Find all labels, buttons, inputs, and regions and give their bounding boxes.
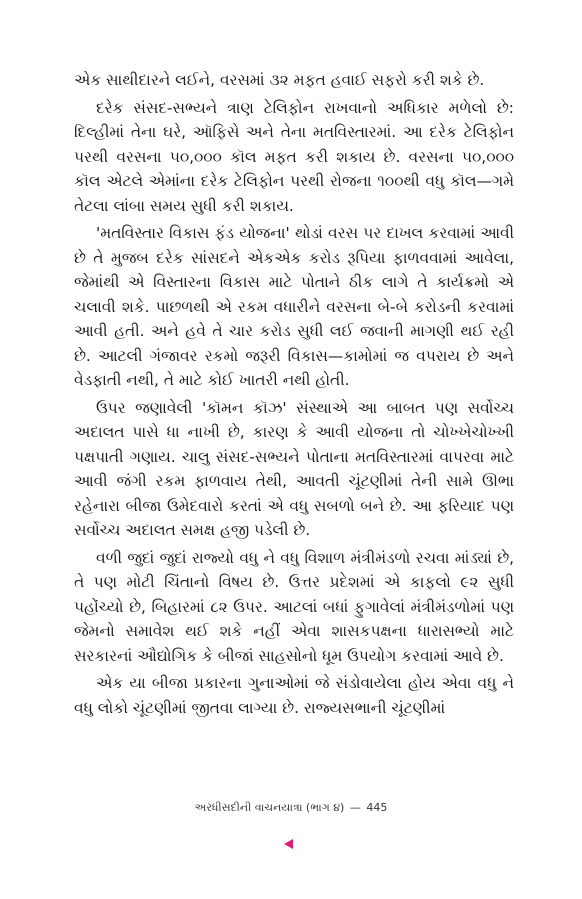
paragraph-5: વળી જુદાં જુદાં રાજ્યો વધુ ને વધુ વિશાળ મંત્રીમંડળો રચવા માંડ્યાં છે, તે પણ મોટી ચિંતાનો વિષય છે. ઉત્તર પ્રદેશમાં એ કાફલો ૯૨ સુધી પહોંચ્યો છે, બિહારમાં ૮૨ ઉપર. આટલાં બધાં ફુગાવેલાં મંત્રીમંડળોમાં પણ જેમનો સમાવેશ થઈ શકે નહીં એવા શાસકપક્ષના ધારાસભ્યો માટે સરકારનાં ઔદ્યોગિક કે બીજાં સાહસોનો ધૂમ ઉપયોગ કરવામાં આવે છે. <box>74 548 514 665</box>
paragraph-6: એક યા બીજા પ્રકારના ગુનાઓમાં જે સંડોવાયેલા હોય એવા વધુ ને વધુ લોકો ચૂંટણીમાં જીતવા લાગ્યા છે. રાજ્યસભાની ચૂંટણીમાં <box>74 674 514 717</box>
body-text <box>74 68 514 723</box>
paragraph-4: ઉપર જણાવેલી 'કૉમન કૉઝ' સંસ્થાએ આ બાબત પણ સર્વોચ્ચ અદાલત પાસે ધા નાખી છે, કારણ કે આવી યોજના તો ચોખ્ખેચોખ્ખી પક્ષપાતી ગણાય. ચાલુ સંસદ-સભ્યને પોતાના મતવિસ્તારમાં વાપરવા માટે આવી જંગી રકમ ફાળવાય તેથી, આવતી ચૂંટણીમાં તેની સામે ઊભા રહેનારા બીજા ઉમેદવારો કરતાં એ વધુ સબળો બને છે. આ ફરિયાદ પણ સર્વોચ્ચ અદાલત સમક્ષ હજી પડેલી છે. <box>74 398 514 539</box>
paragraph-3: 'મતવિસ્તાર વિકાસ ફંડ યોજના' થોડાં વરસ પર દાખલ કરવામાં આવી છે તે મુજબ દરેક સાંસદને એકએક કરોડ રૂપિયા ફાળવવામાં આવેલા, જેમાંથી એ વિસ્તારના વિકાસ માટે પોતાને ઠીક લાગે તે કાર્યક્રમો એ ચલાવી શકે. પાછળથી એ રકમ વધારીને વરસના બે-બે કરોડની કરવામાં આવી હતી. અને હવે તે ચાર કરોડ સુધી લઈ જવાની માગણી થઈ રહી છે. આટલી ગંજાવર રકમો જરૂરી વિકાસ—કામોમાં જ વપરાય છે અને વેડફાતી નથી, તે માટે કોઈ ખાતરી નથી હોતી. <box>74 224 514 389</box>
previous-page-arrow-icon[interactable] <box>284 839 293 849</box>
paragraph-2: દરેક સંસદ-સભ્યને ત્રાણ ટેલિફોન રાખવાનો અધિકાર મળેલો છે: દિલ્હીમાં તેના ઘરે, ઑફિસે અને તેના મતવિસ્તારમાં. આ દરેક ટેલિફોન પરથી વરસના ૫૦,૦૦૦ કૉલ મફત કરી શકાય છે. વરસના ૫૦,૦૦૦ કૉલ એટલે એમાંના દરેક ટેલિફોન પરથી રોજના ૧૦૦થી વધુ કૉલ—ગમે તેટલા લાંબા સમય સુધી કરી શકાય. <box>74 98 514 215</box>
paragraph-1: એક સાથીદારને લઈને, વરસમાં ૩૨ મફત હવાઈ સફરો કરી શકે છે. <box>74 71 485 89</box>
footer-book-title: અરધીસદીની વાચનયાત્રા (ભાગ ૪) <box>194 801 345 814</box>
footer-dash: — <box>349 801 361 814</box>
page-number: 445 <box>366 801 388 814</box>
page-footer <box>0 801 582 815</box>
